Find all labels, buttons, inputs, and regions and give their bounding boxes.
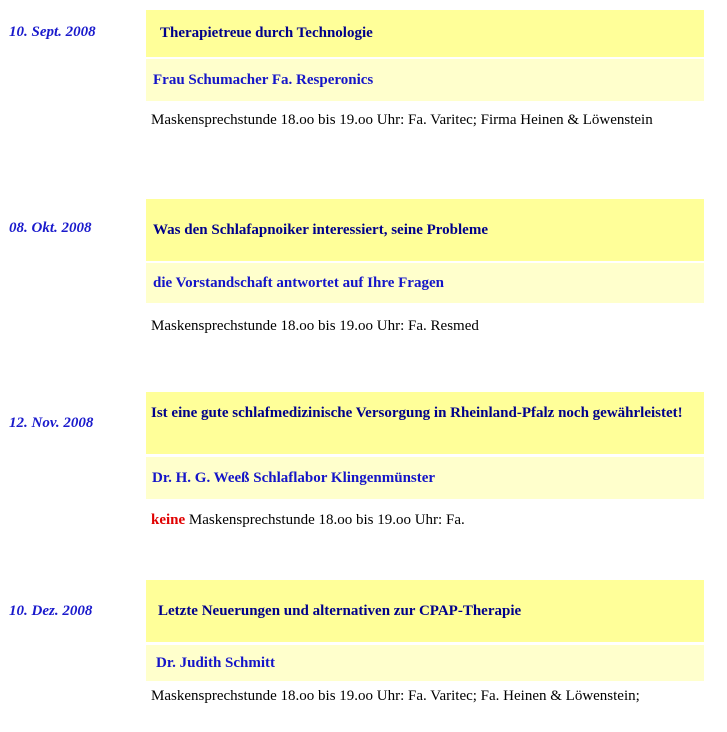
event-date: 12. Nov. 2008 bbox=[9, 415, 94, 431]
event-title: Letzte Neuerungen und alternativen zur CPAP-Therapie bbox=[146, 580, 704, 642]
event-title: Was den Schlafapnoiker interessiert, seine Probleme bbox=[146, 199, 704, 261]
keine-label: keine bbox=[151, 512, 186, 528]
event-date: 10. Sept. 2008 bbox=[9, 24, 96, 40]
event-note bbox=[148, 112, 688, 129]
event-speaker: die Vorstandschaft antwortet auf Ihre Fragen bbox=[146, 263, 704, 303]
event-speaker: Dr. H. G. Weeß Schlaflabor Klingenmünster bbox=[146, 457, 704, 499]
event-title: Therapietreue durch Technologie bbox=[146, 10, 704, 57]
note-text: Maskensprechstunde 18.oo bis 19.oo Uhr: Fa. Resmed bbox=[151, 318, 479, 334]
event-title: Ist eine gute schlafmedizinische Versorgung in Rheinland-Pfalz noch gewährleistet! bbox=[146, 392, 704, 454]
event-speaker: Dr. Judith Schmitt bbox=[146, 645, 704, 681]
event-note bbox=[148, 512, 688, 529]
event-note bbox=[148, 688, 688, 705]
event-date: 08. Okt. 2008 bbox=[9, 220, 92, 236]
note-text: Maskensprechstunde 18.oo bis 19.oo Uhr: Fa. Varitec; Fa. Heinen & Löwenstein; bbox=[151, 688, 640, 704]
note-text: Maskensprechstunde 18.oo bis 19.oo Uhr: Fa. bbox=[188, 512, 465, 528]
event-note bbox=[148, 318, 688, 335]
event-speaker: Frau Schumacher Fa. Resperonics bbox=[146, 59, 704, 101]
note-text: Maskensprechstunde 18.oo bis 19.oo Uhr: Fa. Varitec; Firma Heinen & Löwenstein bbox=[151, 112, 653, 128]
event-date: 10. Dez. 2008 bbox=[9, 603, 93, 619]
